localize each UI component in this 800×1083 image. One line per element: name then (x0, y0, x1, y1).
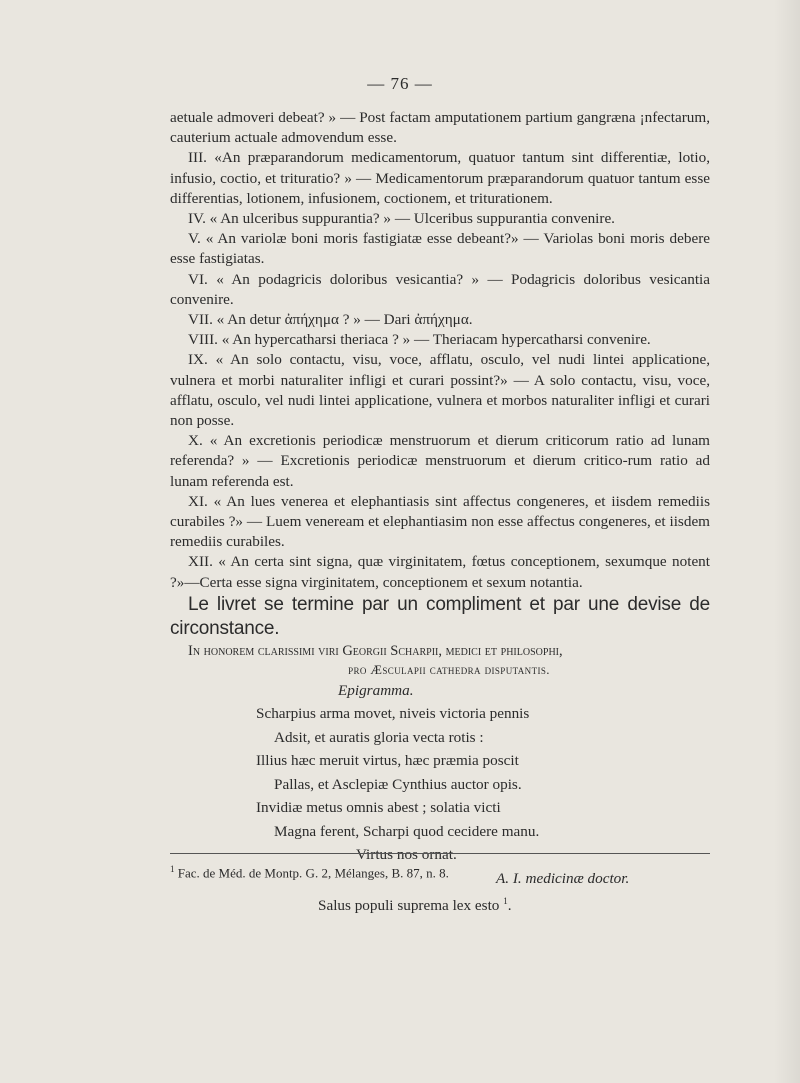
epigram-line: Illius hæc meruit virtus, hæc præmia poscit (256, 752, 519, 770)
epigram-motto: Salus populi suprema lex esto (318, 897, 500, 915)
thesis-11: XI. « An lues venerea et elephantiasis sint affectus congeneres, et iisdem remediis curabiles ?» — Luem veneream et elephantiasim non esse affectus congeneres, et iisdem remediis curabiles. (170, 492, 710, 551)
thesis-12: XII. « An certa sint signa, quæ virginitatem, fœtus conceptionem, sexumque notent ?»—Certa esse signa virginitatem, conceptionem et sexum notantia. (170, 553, 710, 591)
epigram-line: Adsit, et auratis gloria vecta rotis : (274, 728, 484, 746)
thesis-5: V. « An variolæ boni moris fastigiatæ esse debeant?» — Variolas boni moris debere esse fastigiatas. (170, 230, 710, 268)
dedication-line-1: In honorem clarissimi viri Georgii Scharpii, medici et philosophi, (188, 642, 563, 659)
epigram-signature: A. I. medicinæ doctor. (496, 869, 630, 887)
epigram-line: Virtus nos ornat. (356, 846, 457, 864)
epigram-line: Pallas, et Asclepiæ Cynthius auctor opis. (274, 775, 522, 793)
epigram-line: Scharpius arma movet, niveis victoria pennis (256, 705, 530, 723)
epigram-line: Invidiæ metus omnis abest ; solatia victi (256, 799, 501, 817)
thesis-6: VI. « An podagricis doloribus vesicantia? » — Podagricis doloribus vesicantia convenire. (170, 270, 710, 308)
epigram-title: Epigramma. (338, 681, 414, 699)
dedication-line-2: pro Æsculapii cathedra disputantis. (348, 661, 550, 677)
thesis-4: IV. « An ulceribus suppurantia? » — Ulceribus suppurantia convenire. (188, 210, 615, 228)
paragraph-continuation: aetuale admoveri debeat? » — Post factam amputationem partium gangræna ¡nfectarum, cauterium actuale admovendum esse. (170, 109, 710, 147)
thesis-10: X. « An excretionis periodicæ menstruorum et dierum criticorum ratio ad lunam referenda? » — Excretionis periodicæ menstruorum et dierum critico-rum ratio ad lunam referenda est. (170, 432, 710, 490)
epigram-line: Magna ferent, Scharpi quod cecidere manu. (274, 822, 540, 840)
thesis-9: IX. « An solo contactu, visu, voce, afflatu, osculo, vel nudi lintei applicatione, vulnera et morbi naturaliter infligi et curari possint?» — A solo contactu, visu, voce, afflatu, osculo, vel nudi lintei applicatione, vulnera et morbos naturaliter infligi et curari non posse. (170, 351, 710, 430)
thesis-3: III. «An præparandorum medicamentorum, quatuor tantum sint differentiæ, lotio, infusio, coctio, et trituratio? » — Medicamentorum præparandorum quatuor tantum esse differentias, lotionem, infusionem, coctionem, et triturationem. (170, 149, 710, 207)
body-text (170, 108, 710, 918)
epigram-motto-row (170, 890, 710, 918)
footnote-text: Fac. de Méd. de Montp. G. 2, Mélanges, B. 87, n. 8. (177, 865, 449, 881)
footnote (170, 860, 710, 882)
footnote-reference-dot: . (507, 897, 512, 915)
thesis-8: VIII. « An hypercatharsi theriaca ? » — Theriacam hypercatharsi convenire. (188, 331, 651, 349)
page-number: — 76 — (367, 74, 433, 93)
footnote-rule (170, 853, 710, 854)
section-subtitle: Le livret se termine par un compliment et par une devise de circonstance. (170, 593, 710, 639)
footnote-reference: 1 (503, 896, 508, 907)
footnote-mark: 1 (170, 864, 175, 874)
thesis-7: VII. « An detur ἀπήχημα ? » — Dari ἀπήχημα. (188, 311, 473, 329)
page-edge-shadow (774, 0, 800, 1083)
